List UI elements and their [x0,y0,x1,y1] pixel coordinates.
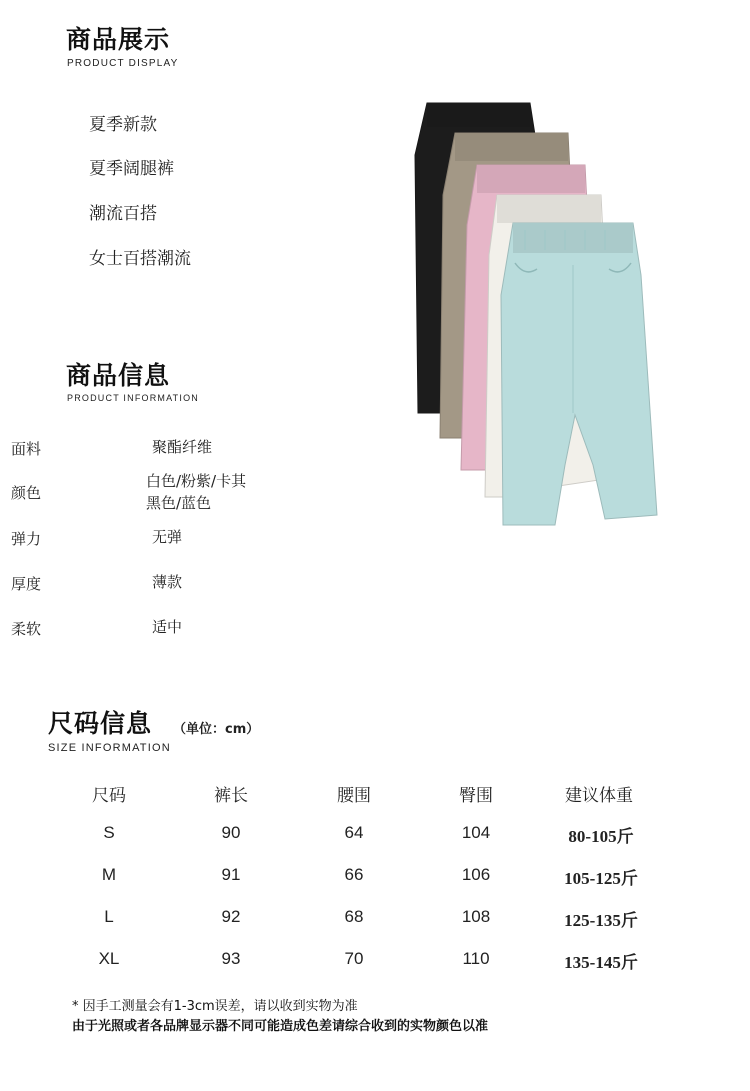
size-subtitle: SIZE INFORMATION [48,742,171,754]
size-header: 裤长 [214,786,248,806]
size-cell: 106 [461,865,491,884]
size-cell: XL [98,949,120,968]
info-value-color-2: 黑色/蓝色 [146,494,212,512]
size-header: 腰围 [337,786,371,806]
size-cell: 68 [344,907,364,926]
info-label-softness: 柔软 [11,620,42,638]
size-cell-weight: 80-105斤 [568,827,634,846]
size-cell: 104 [461,823,491,842]
display-title: 商品展示 [66,25,171,54]
info-value-fabric: 聚酯纤维 [152,438,213,456]
size-note-color: 由于光照或者各品牌显示器不同可能造成色差请综合收到的实物颜色以准 [72,1019,489,1034]
info-label-thickness: 厚度 [11,575,42,593]
feature-item: 夏季阔腿裤 [89,159,174,179]
size-cell: 70 [344,949,364,968]
size-cell: L [104,907,114,926]
size-header: 建议体重 [565,786,633,806]
feature-item: 夏季新款 [89,115,157,135]
size-cell: S [103,823,115,842]
info-title: 商品信息 [66,361,171,390]
size-cell-weight: 105-125斤 [564,869,638,888]
feature-item: 潮流百搭 [89,204,157,224]
info-value-elasticity: 无弹 [152,528,183,546]
size-header: 尺码 [92,786,126,806]
size-cell: 64 [344,823,364,842]
size-unit: （单位：cm） [173,722,260,737]
size-cell: M [101,865,117,884]
size-cell-weight: 125-135斤 [564,911,638,930]
pants-product-image [405,95,675,535]
size-cell: 110 [462,949,490,968]
size-title: 尺码信息 [48,709,153,738]
size-cell: 92 [221,907,241,926]
info-value-color: 白色/粉紫/卡其 [146,472,247,490]
size-cell-weight: 135-145斤 [564,953,638,972]
size-note-measurement: * 因手工测量会有1-3cm误差，请以收到实物为准 [72,999,358,1014]
display-subtitle: PRODUCT DISPLAY [67,58,179,69]
info-value-thickness: 薄款 [152,573,183,591]
info-label-fabric: 面料 [11,440,42,458]
feature-item: 女士百搭潮流 [89,249,191,269]
size-cell: 108 [461,907,491,926]
info-label-elasticity: 弹力 [11,530,42,548]
size-cell: 93 [221,949,241,968]
info-value-softness: 适中 [152,618,183,636]
size-cell: 66 [344,865,364,884]
size-cell: 90 [221,823,241,842]
size-header: 臀围 [459,786,493,806]
info-label-color: 颜色 [11,484,42,502]
size-cell: 91 [221,865,241,884]
info-subtitle: PRODUCT INFORMATION [67,393,199,403]
